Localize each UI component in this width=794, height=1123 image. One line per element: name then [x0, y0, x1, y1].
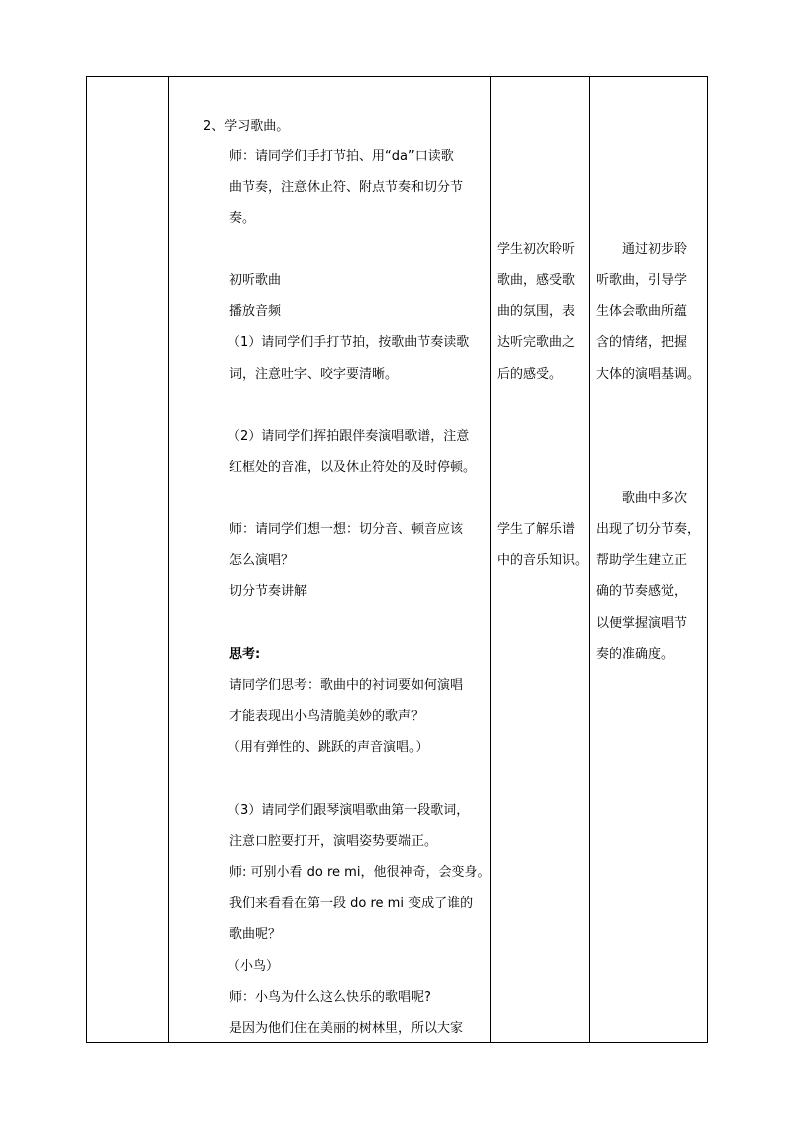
student-line: 后的感受。 [497, 367, 563, 382]
intent-line: 奏的准确度。 [596, 647, 675, 662]
process-line: 请同学们思考：歌曲中的衬词要如何演唱 [229, 678, 464, 693]
process-line: （2）请同学们挥拍跟伴奏演唱歌谱，注意 [227, 429, 470, 444]
student-line: 学生了解乐谱 [497, 522, 576, 537]
process-line: 是因为他们住在美丽的树林里，所以大家 [229, 1021, 464, 1036]
process-line: 才能表现出小鸟清脆美妙的歌声？ [229, 709, 425, 724]
process-line: 歌曲呢？ [229, 927, 282, 942]
intent-line: 歌曲中多次 [622, 491, 688, 506]
process-line-heading: 思考: [229, 647, 261, 662]
process-line: 红框处的音准，以及休止符处的及时停顿。 [229, 460, 477, 475]
process-line: （用有弹性的、跳跃的声音演唱。） [227, 740, 429, 755]
teaching-process-cell [169, 77, 490, 1042]
process-line: 词，注意吐字、咬字要清晰。 [229, 367, 399, 382]
process-line: （小鸟） [227, 959, 280, 974]
student-line: 歌曲，感受歌 [497, 273, 576, 288]
process-line: 初听歌曲 [229, 273, 282, 288]
lesson-plan-table [86, 76, 708, 1043]
process-line: 曲节奏，注意休止符、附点节奏和切分节 [229, 180, 464, 195]
process-line: 切分节奏讲解 [229, 584, 308, 599]
label-column-cell [87, 77, 168, 1042]
design-intent-cell [590, 77, 707, 1042]
intent-line: 生体会歌曲所蕴 [596, 304, 688, 319]
intent-line: 确的节奏感觉， [596, 584, 688, 599]
student-line: 达听完歌曲之 [497, 335, 576, 350]
process-line: 奏。 [229, 211, 256, 226]
intent-line: 通过初步聆 [622, 242, 688, 257]
student-line: 学生初次聆听 [497, 242, 576, 257]
process-line: 怎么演唱？ [229, 553, 295, 568]
intent-line: 出现了切分节奏， [596, 522, 701, 537]
intent-line: 以便掌握演唱节 [596, 616, 688, 631]
intent-line: 帮助学生建立正 [596, 553, 688, 568]
intent-line: 含的情绪，把握 [596, 335, 688, 350]
intent-line: 听歌曲，引导学 [596, 273, 688, 288]
process-line: 师：请同学们手打节拍、用“da”口读歌 [229, 149, 454, 164]
process-line: 师：小鸟为什么这么快乐的歌唱呢? [229, 990, 431, 1005]
student-activity-cell [491, 77, 589, 1042]
process-line: 播放音频 [229, 304, 282, 319]
intent-line: 大体的演唱基调。 [596, 367, 701, 382]
process-line: 我们来看看在第一段 do re mi 变成了谁的 [229, 896, 474, 911]
student-line: 曲的氛围，表 [497, 304, 576, 319]
process-line: 注意口腔要打开，演唱姿势要端正。 [229, 834, 438, 849]
process-line: 2、学习歌曲。 [203, 119, 290, 134]
student-line: 中的音乐知识。 [497, 553, 589, 568]
process-line: （3）请同学们跟琴演唱歌曲第一段歌词， [227, 803, 470, 818]
process-line: （1）请同学们手打节拍，按歌曲节奏读歌 [227, 335, 470, 350]
process-line: 师: 可别小看 do re mi，他很神奇，会变身。 [229, 865, 491, 880]
process-line: 师：请同学们想一想：切分音、顿音应该 [229, 522, 464, 537]
